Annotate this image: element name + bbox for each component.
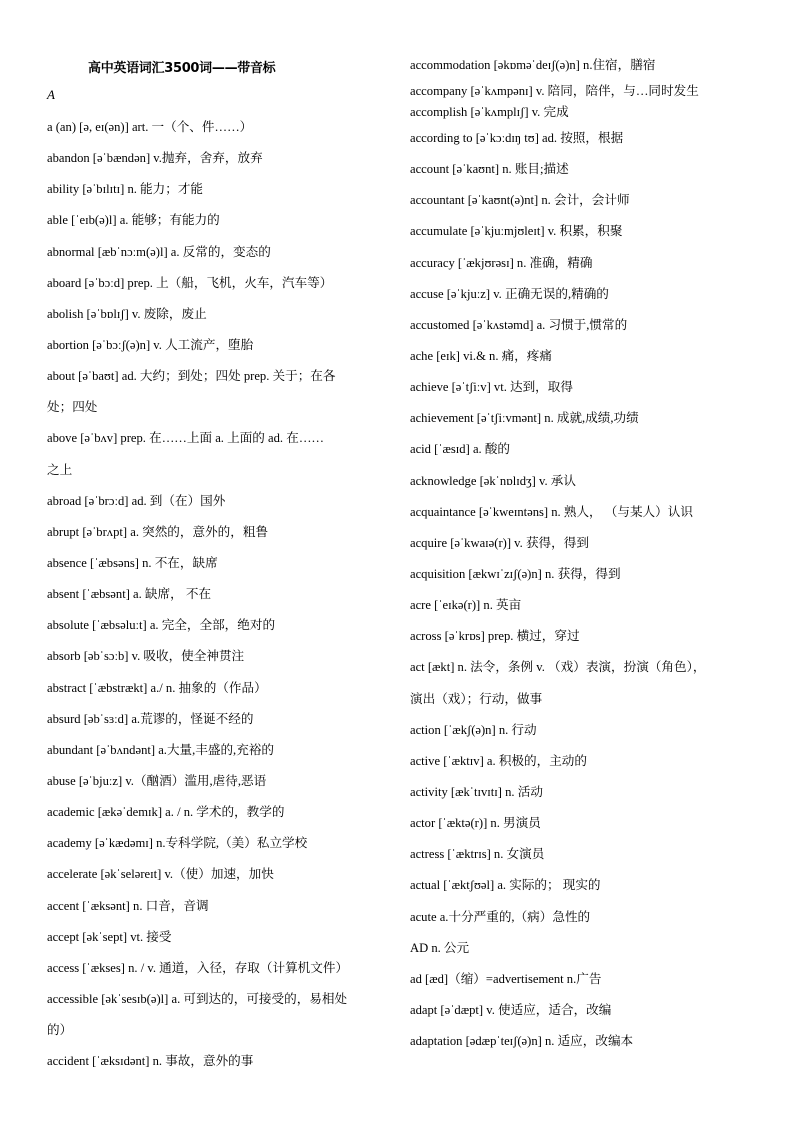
vocab-entry-line: abstract [ˈæbstrækt] a./ n. 抽象的（作品）: [47, 680, 267, 695]
vocab-entry-line: acid [ˈæsɪd] a. 酸的: [410, 442, 511, 457]
vocab-entry-line: actress [ˈæktrɪs] n. 女演员: [410, 847, 545, 862]
vocab-entry-line: acute a.十分严重的,（病）急性的: [410, 909, 591, 924]
vocab-entry-line: activity [ækˈtɪvɪtɪ] n. 活动: [410, 784, 543, 799]
vocab-entry-line: abundant [əˈbʌndənt] a.大量,丰盛的,充裕的: [47, 742, 274, 757]
vocab-entry-line: actual [ˈæktʃʊəl] a. 实际的； 现实的: [410, 878, 601, 893]
vocab-entry-line: absence [ˈæbsəns] n. 不在，缺席: [47, 555, 218, 570]
vocab-entry-line: acquire [əˈkwaɪə(r)] v. 获得，得到: [410, 535, 589, 550]
vocab-entry-line: abortion [əˈbɔːʃ(ə)n] v. 人工流产，堕胎: [47, 337, 254, 352]
vocab-entry-line: acknowledge [əkˈnɒlɪdʒ] v. 承认: [410, 473, 576, 488]
vocab-entry-line: accept [əkˈsept] vt. 接受: [47, 929, 172, 944]
vocab-entry-line: accompany [əˈkʌmpənɪ] v. 陪同，陪伴，与…同时发生: [410, 84, 699, 98]
vocab-entry-line: academic [ækəˈdemɪk] a. / n. 学术的，教学的: [47, 805, 285, 820]
vocab-entry-line: abroad [əˈbrɔːd] ad. 到（在）国外: [47, 493, 226, 508]
vocab-entry-line: able [ˈeɪb(ə)l] a. 能够；有能力的: [47, 213, 220, 228]
section-letter: A: [47, 87, 55, 102]
vocab-entry-line: accommodation [əkɒməˈdeɪʃ(ə)n] n.住宿，膳宿: [410, 58, 656, 72]
vocab-entry-line: acre [ˈeɪkə(r)] n. 英亩: [410, 598, 522, 613]
vocab-entry-line: acquisition [ækwɪˈzɪʃ(ə)n] n. 获得，得到: [410, 566, 621, 581]
vocab-entry-line: accustomed [əˈkʌstəmd] a. 习惯于,惯常的: [410, 317, 628, 332]
vocab-entry-line: abuse [əˈbjuːz] v.（酗酒）滥用,虐待,恶语: [47, 773, 267, 788]
vocab-entry-line: active [ˈæktɪv] a. 积极的，主动的: [410, 753, 587, 768]
vocab-entry-line: a (an) [ə, eɪ(ən)] art. 一（个、件……）: [47, 120, 253, 134]
vocab-entry-line: accumulate [əˈkjuːmjʊleɪt] v. 积累，积聚: [410, 224, 623, 239]
vocab-entry-line: adapt [əˈdæpt] v. 使适应，适合，改编: [410, 1002, 612, 1017]
vocab-entry-line: across [əˈkrɒs] prep. 横过，穿过: [410, 629, 580, 644]
vocab-entry-line: aboard [əˈbɔːd] prep. 上（船，飞机，火车，汽车等）: [47, 275, 333, 290]
vocab-entry-line: accuse [əˈkjuːz] v. 正确无误的,精确的: [410, 286, 609, 301]
vocab-entry-line: 处；四处: [47, 400, 98, 415]
vocab-entry-line: abrupt [əˈbrʌpt] a. 突然的，意外的，粗鲁: [47, 524, 269, 539]
vocab-entry-line: about [əˈbaʊt] ad. 大约；到处；四处 prep. 关于；在各: [47, 369, 336, 384]
vocab-entry-line: achieve [əˈtʃiːv] vt. 达到，取得: [410, 380, 573, 395]
vocab-entry-line: 演出（戏）；行动，做事: [410, 691, 543, 706]
vocab-entry-line: action [ˈækʃ(ə)n] n. 行动: [410, 722, 537, 737]
vocab-entry-line: absolute [ˈæbsəluːt] a. 完全，全部，绝对的: [47, 618, 276, 633]
right-column: [410, 56, 770, 1063]
vocab-entry-line: 之上: [47, 462, 73, 477]
vocab-entry-line: absurd [əbˈsɜːd] a.荒谬的，怪诞不经的: [47, 711, 254, 726]
vocab-entry-line: academy [əˈkædəmɪ] n.专科学院,（美）私立学校: [47, 836, 308, 851]
vocab-entry-line: ad [æd]（缩）=advertisement n.广告: [410, 971, 602, 986]
vocab-entry-line: according to [əˈkɔːdɪŋ tʊ] ad. 按照，根据: [410, 131, 624, 145]
vocab-entry-line: abolish [əˈbɒlɪʃ] v. 废除，废止: [47, 306, 207, 321]
vocab-entry-line: acquaintance [əˈkweɪntəns] n. 熟人， （与某人）认识: [410, 504, 693, 519]
vocab-entry-line: accelerate [əkˈseləreɪt] v.（使）加速，加快: [47, 867, 274, 882]
vocab-entry-line: accessible [əkˈsesɪb(ə)l] a. 可到达的，可接受的，易相处: [47, 991, 348, 1006]
vocab-entry-line: ability [əˈbɪlɪtɪ] n. 能力；才能: [47, 182, 204, 197]
vocab-entry-line: ache [eɪk] vi.& n. 痛，疼痛: [410, 348, 552, 363]
vocab-entry-line: 的）: [47, 1023, 73, 1038]
vocab-entry-line: absorb [əbˈsɔːb] v. 吸收，使全神贯注: [47, 649, 245, 664]
document-title: 高中英语词汇3500词——带音标: [88, 61, 276, 76]
vocab-entry-line: account [əˈkaʊnt] n. 账目;描述: [410, 162, 569, 177]
vocab-entry-line: accomplish [əˈkʌmplɪʃ] v. 完成: [410, 105, 569, 119]
vocab-entry-line: act [ækt] n. 法令，条例 v. （戏）表演，扮演（角色），: [410, 660, 706, 675]
vocab-entry-line: access [ˈækses] n. / v. 通道，入径，存取（计算机文件）: [47, 960, 349, 975]
vocab-entry-line: actor [ˈæktə(r)] n. 男演员: [410, 816, 541, 831]
vocab-entry-line: accuracy [ˈækjʊrəsɪ] n. 准确，精确: [410, 255, 593, 270]
vocab-entry-line: abandon [əˈbændən] v.抛弃，舍弃，放弃: [47, 151, 263, 166]
vocab-entry-line: accident [ˈæksɪdənt] n. 事故，意外的事: [47, 1054, 254, 1069]
vocab-entry-line: above [əˈbʌv] prep. 在……上面 a. 上面的 ad. 在……: [47, 431, 325, 446]
vocab-entry-line: accountant [əˈkaʊnt(ə)nt] n. 会计，会计师: [410, 193, 630, 208]
vocab-entry-line: accent [ˈæksənt] n. 口音，音调: [47, 898, 209, 913]
vocab-entry-line: abnormal [æbˈnɔːm(ə)l] a. 反常的，变态的: [47, 244, 271, 259]
vocab-entry-line: adaptation [ədæpˈteɪʃ(ə)n] n. 适应，改编本: [410, 1034, 634, 1049]
vocab-entry-line: achievement [əˈtʃiːvmənt] n. 成就,成绩,功绩: [410, 411, 639, 426]
vocab-entry-line: AD n. 公元: [410, 940, 470, 955]
vocab-entry-line: absent [ˈæbsənt] a. 缺席， 不在: [47, 587, 212, 602]
left-column: [47, 118, 387, 1083]
